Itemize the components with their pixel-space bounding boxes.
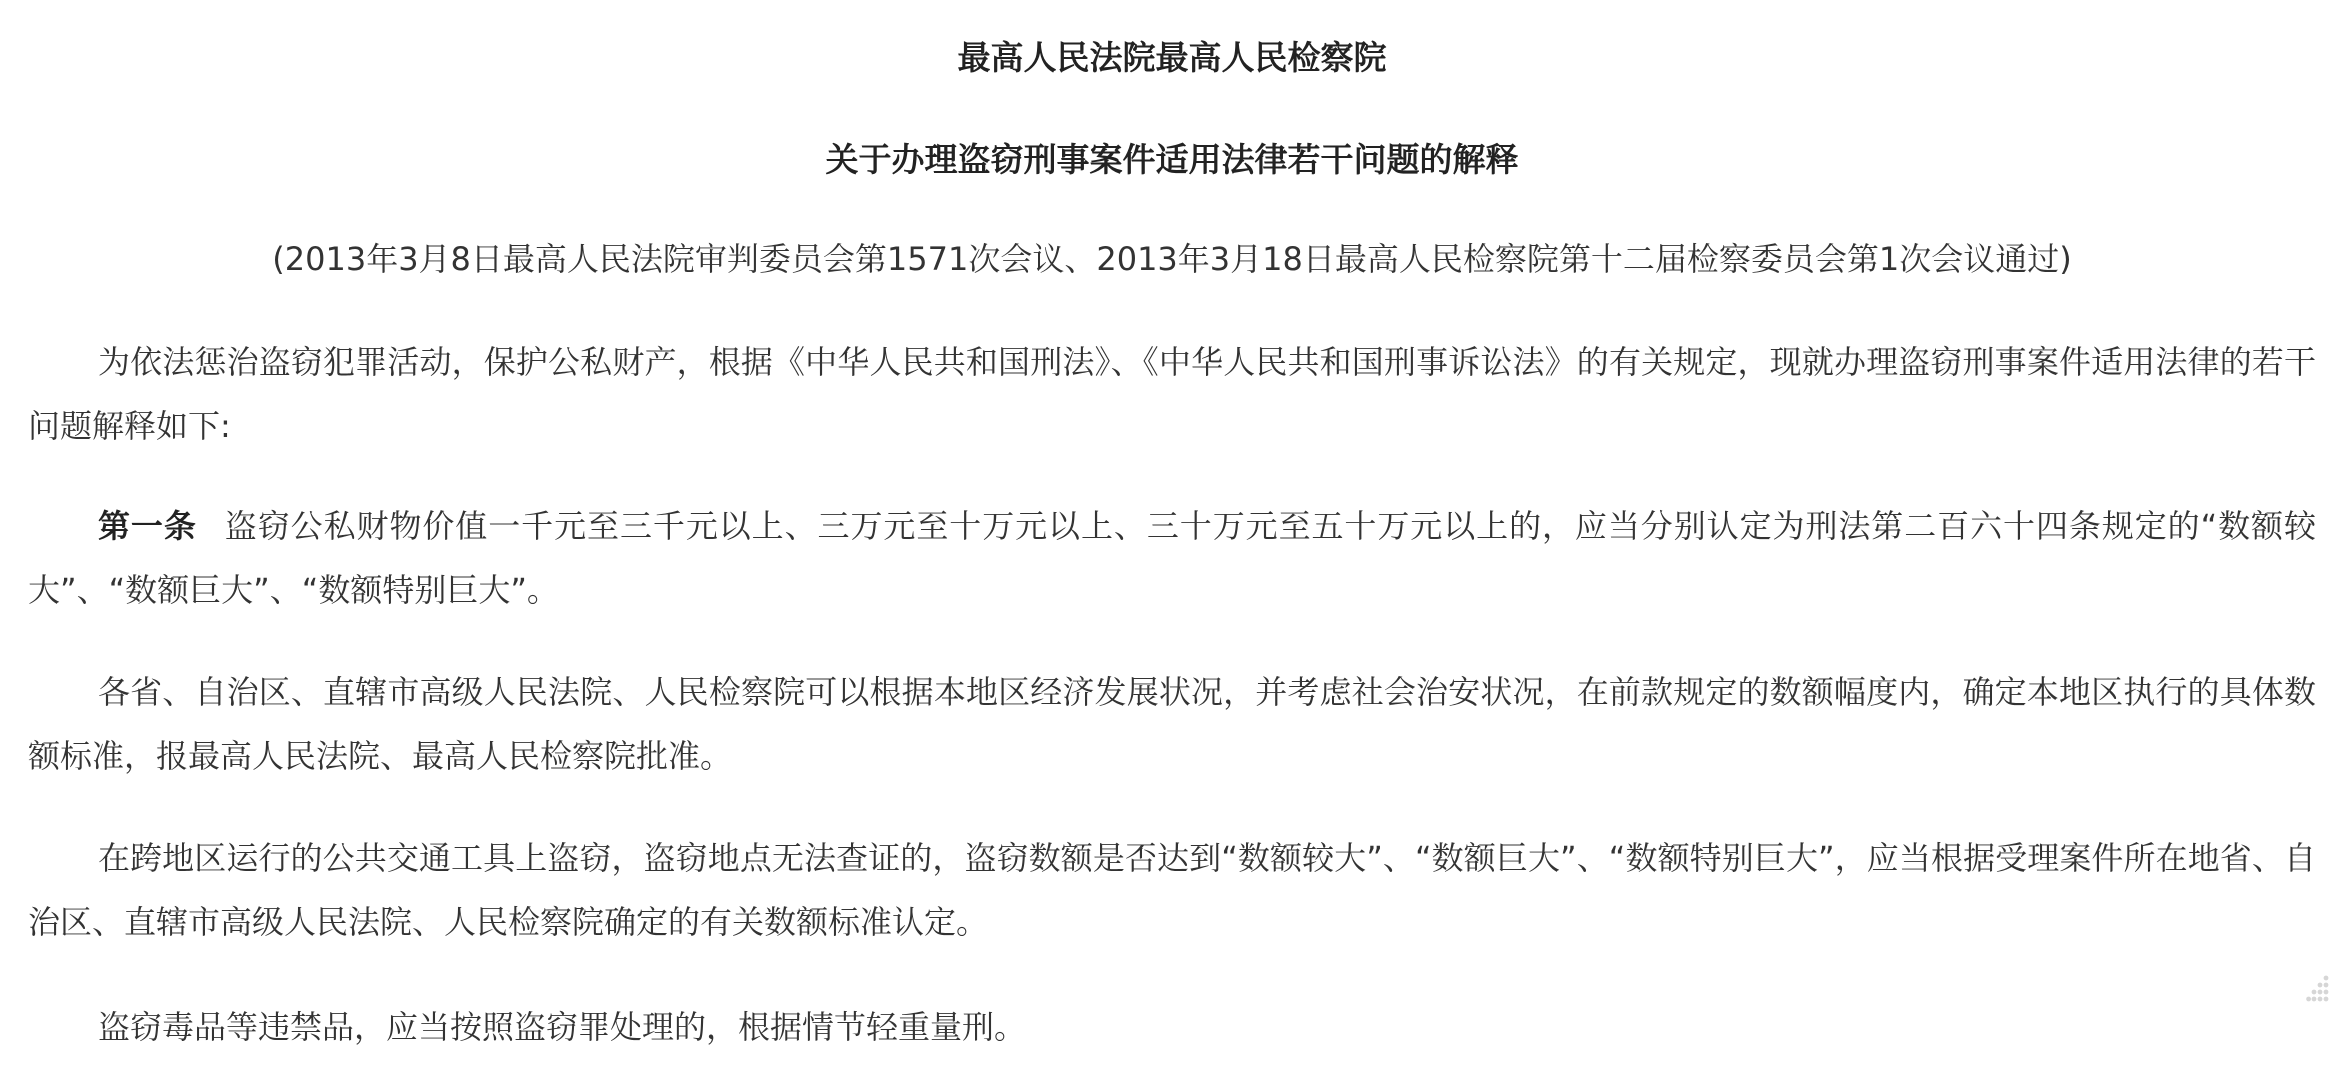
paragraph-2: 各省、自治区、直辖市高级人民法院、人民检察院可以根据本地区经济发展状况，并考虑社会治安状况，在前款规定的数额幅度内，确定本地区执行的具体数额标准，报最高人民法院、最高人民检察院批准。 [28, 673, 2316, 775]
paragraph-3: 在跨地区运行的公共交通工具上盗窃，盗窃地点无法查证的，盗窃数额是否达到“数额较大”、“数额巨大”、“数额特别巨大”，应当根据受理案件所在地省、自治区、直辖市高级人民法院、人民检察院确定的有关数额标准认定。 [28, 839, 2316, 941]
document-title: 关于办理盗窃刑事案件适用法律若干问题的解释 [825, 140, 1519, 179]
article-1-text: 盗窃公私财物价值一千元至三千元以上、三万元至十万元以上、三十万元至五十万元以上的，应当分别认定为刑法第二百六十四条规定的“数额较大”、“数额巨大”、“数额特别巨大”。 [28, 507, 2316, 609]
paragraph-4: 盗窃毒品等违禁品，应当按照盗窃罪处理的，根据情节轻重量刑。 [98, 1008, 1027, 1046]
document-title-issuer: 最高人民法院最高人民检察院 [957, 38, 1387, 77]
document-body [28, 0, 2316, 1071]
preamble-paragraph: 为依法惩治盗窃犯罪活动，保护公私财产，根据《中华人民共和国刑法》、《中华人民共和国刑事诉讼法》的有关规定，现就办理盗窃刑事案件适用法律的若干问题解释如下: [28, 343, 2316, 445]
article-1-paragraph [28, 494, 2316, 622]
document-subtitle: (2013年3月8日最高人民法院审判委员会第1571次会议、2013年3月18日最高人民检察院第十二届检察委员会第1次会议通过) [272, 240, 2072, 278]
resize-handle-icon[interactable] [2306, 972, 2332, 1006]
article-1-label: 第一条 [98, 507, 197, 545]
